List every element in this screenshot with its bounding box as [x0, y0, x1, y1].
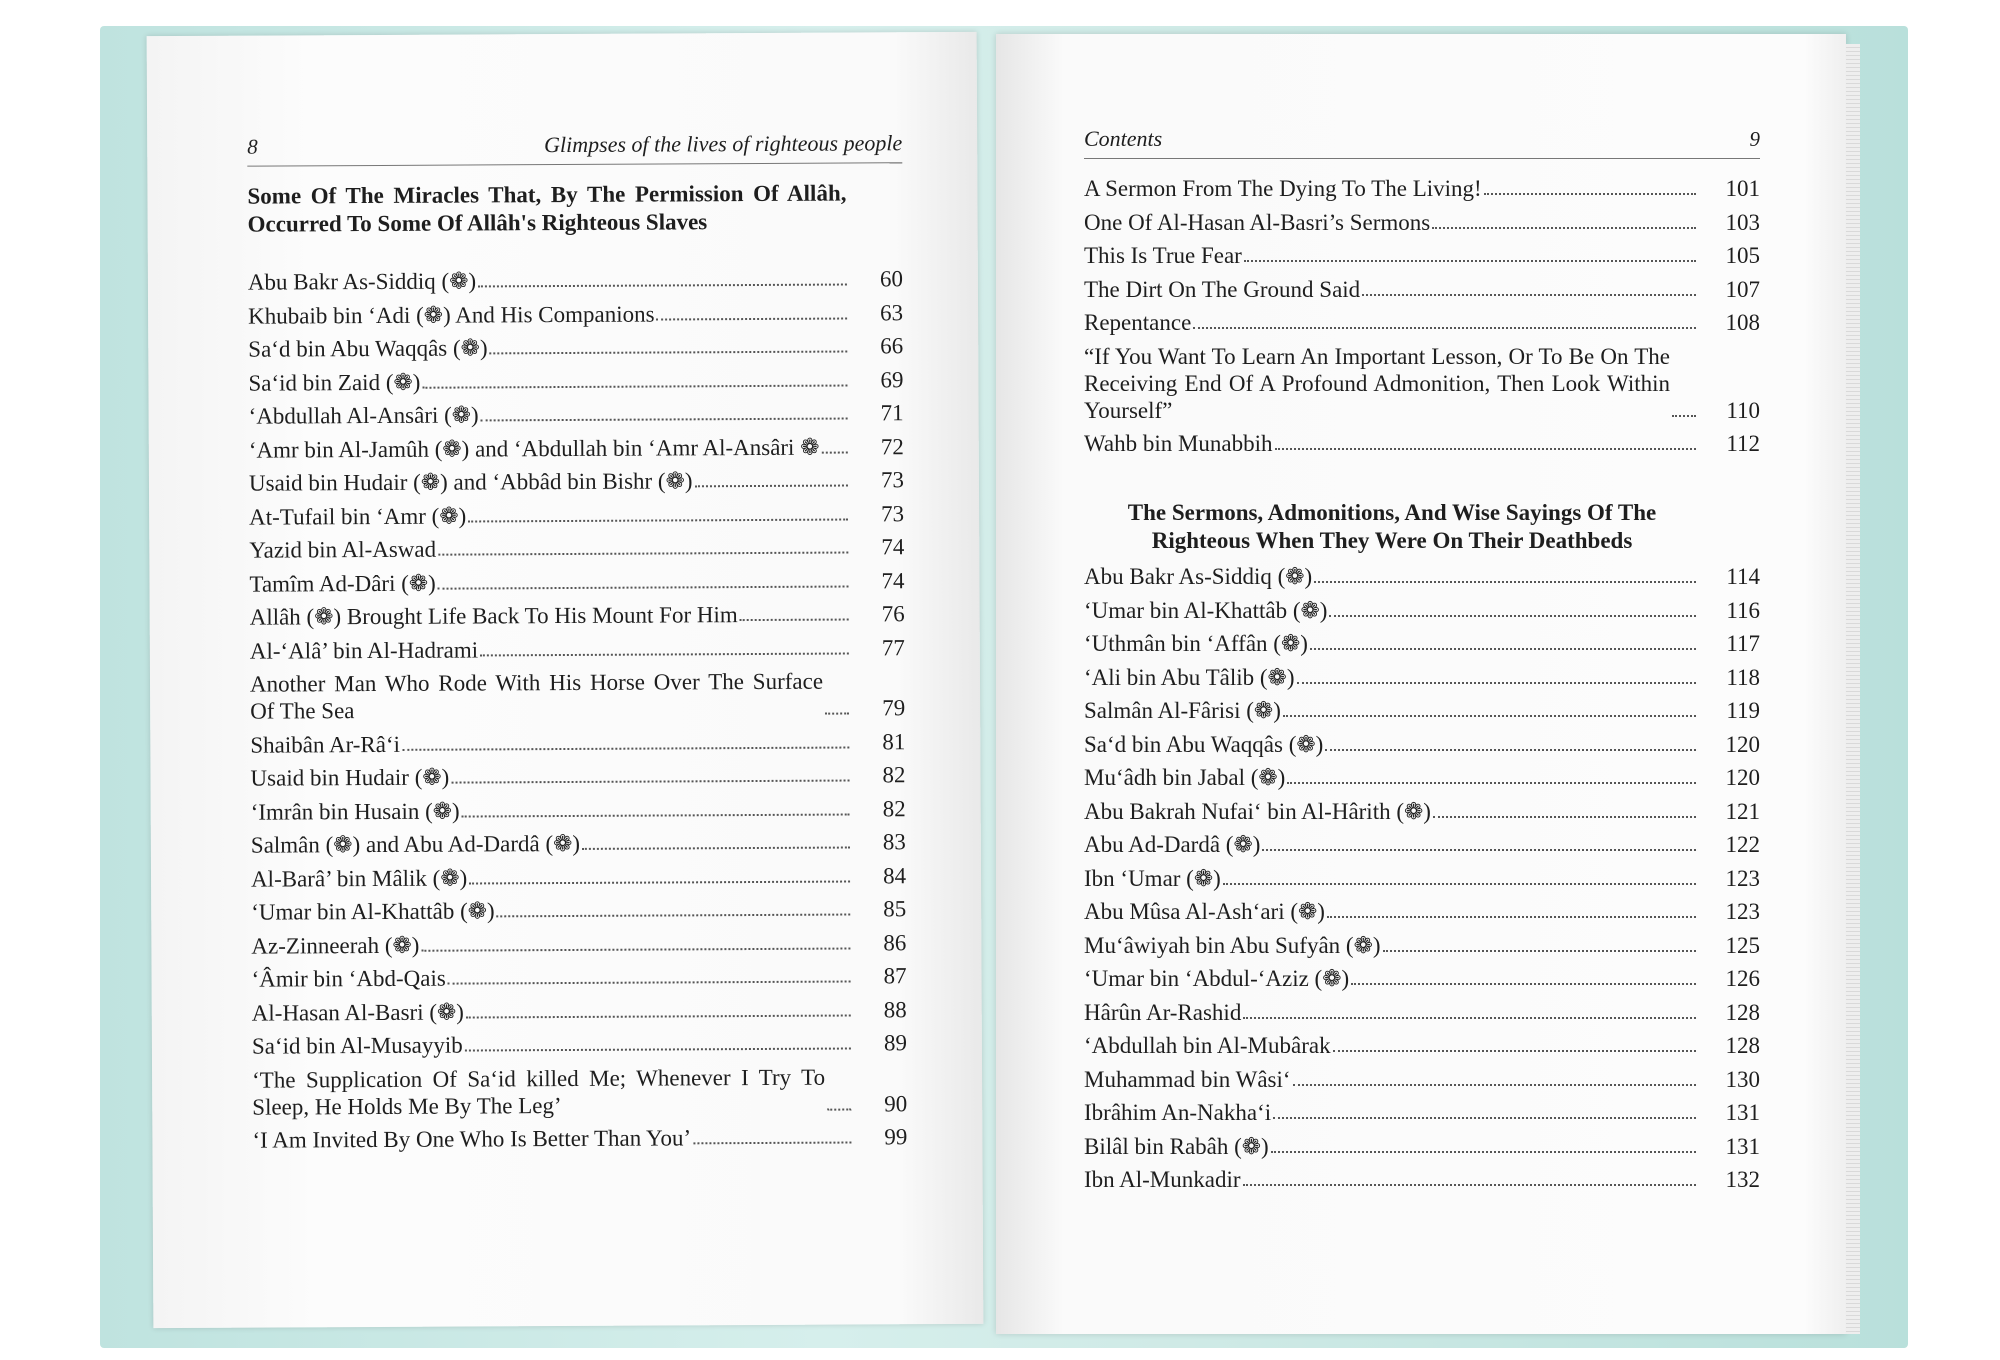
entry-title: Sa‘d bin Abu Waqqâs (❁): [248, 335, 488, 362]
dot-leader: [1244, 260, 1696, 262]
entry-page-number: 90: [884, 1090, 908, 1116]
dot-leader: [1310, 648, 1696, 650]
toc-entry: [1084, 1032, 1760, 1059]
entry-title: Yazid bin Al-Aswad: [249, 536, 437, 563]
entry-title: ‘Abdullah bin Al-Mubârak: [1084, 1033, 1331, 1058]
entry-title: Az-Zinneerah (❁): [251, 932, 420, 959]
toc-entry: [1084, 932, 1760, 959]
toc-entry: [1084, 898, 1760, 925]
entry-title: Allâh (❁) Brought Life Back To His Mount For Him: [249, 602, 738, 630]
toc-entry: [249, 433, 904, 463]
entry-page-number: 66: [880, 333, 904, 359]
entry-title: ‘Umar bin Al-Khattâb (❁): [251, 898, 495, 925]
entry-title: Salmân (❁) and Abu Ad-Dardâ (❁): [250, 830, 581, 858]
entry-page-number: 117: [1726, 631, 1760, 656]
entry-title: Abu Bakrah Nufai‘ bin Al-Hârith (❁): [1084, 798, 1431, 824]
entry-title: Abu Bakr As-Siddiq (❁): [247, 268, 477, 295]
toc-entry: [250, 667, 905, 724]
entry-page-number: 88: [883, 996, 907, 1022]
toc-entry: [248, 265, 903, 295]
toc-entry: [1084, 175, 1760, 202]
entry-page-number: 110: [1726, 397, 1760, 423]
dot-leader: [438, 585, 849, 589]
entry-title: This Is True Fear: [1084, 243, 1242, 268]
page-number: 9: [1749, 127, 1760, 151]
entry-page-number: 105: [1725, 243, 1760, 268]
entry-page-number: 131: [1725, 1133, 1760, 1159]
dot-leader: [1362, 294, 1696, 296]
dot-leader: [1432, 227, 1696, 229]
entry-page-number: 130: [1725, 1066, 1760, 1092]
dot-leader: [468, 518, 848, 522]
entry-title: Abu Mûsa Al-Ash‘ari (❁): [1084, 899, 1325, 924]
toc-entry: [251, 862, 906, 892]
entry-title: ‘Amr bin Al-Jamûh (❁) and ‘Abdullah bin ‘Amr Al-Ansâri ❁: [248, 434, 820, 463]
toc-entry: [1084, 1166, 1760, 1193]
toc-entry: [1084, 999, 1760, 1026]
entry-page-number: 103: [1725, 209, 1760, 235]
toc-entry: [251, 795, 906, 825]
toc-entry: [250, 600, 905, 630]
dot-leader: [1273, 1117, 1696, 1119]
toc-entry: [248, 366, 903, 396]
entry-title: ‘Imrân bin Husain (❁): [250, 798, 460, 825]
dot-leader: [1293, 1084, 1696, 1086]
toc-entry: [252, 996, 907, 1026]
toc-entry: [1084, 664, 1760, 691]
toc-entry: [1084, 563, 1760, 590]
toc-entry: [250, 728, 905, 758]
dot-leader: [693, 1142, 851, 1145]
entry-page-number: 132: [1725, 1167, 1760, 1192]
entry-title: Ibn Al-Munkadir: [1084, 1167, 1241, 1192]
entry-title: Mu‘âwiyah bin Abu Sufyân (❁): [1084, 932, 1381, 958]
dot-leader: [821, 451, 847, 453]
entry-title: Salmân Al-Fârisi (❁): [1084, 698, 1281, 723]
entry-title: Usaid bin Hudair (❁): [250, 764, 450, 791]
entry-page-number: 131: [1725, 1100, 1760, 1125]
entry-title: Sa‘d bin Abu Waqqâs (❁): [1084, 731, 1324, 757]
entry-page-number: 120: [1725, 731, 1760, 757]
toc-entry: [1084, 965, 1760, 992]
toc-entry: [1084, 1099, 1760, 1126]
entry-title: ‘Uthmân bin ‘Affân (❁): [1084, 631, 1308, 656]
entry-page-number: 77: [881, 634, 905, 660]
entry-title: ‘The Supplication Of Sa‘id killed Me; Whenever I Try To Sleep, He Holds Me By The Leg’: [252, 1064, 826, 1120]
entry-page-number: 108: [1725, 310, 1760, 335]
toc-entry: [252, 1123, 907, 1153]
dot-leader: [1243, 1017, 1696, 1019]
toc-entry: [1084, 209, 1760, 236]
entry-page-number: 101: [1725, 176, 1760, 201]
entry-title: Wahb bin Munabbih: [1084, 431, 1273, 456]
toc-entry: [1084, 731, 1760, 758]
entry-page-number: 128: [1725, 1033, 1760, 1058]
left-contents-column: [247, 130, 907, 1160]
entry-title: ‘Umar bin ‘Abdul-‘Aziz (❁): [1084, 966, 1350, 991]
entry-title: Shaibân Ar-Râ‘i: [250, 731, 401, 758]
toc-entry: [248, 332, 903, 362]
toc-entry: [250, 634, 905, 664]
toc-entry: [1084, 764, 1760, 791]
entry-page-number: 87: [883, 963, 907, 989]
entry-title: Ibrâhim An-Nakha‘i: [1084, 1100, 1272, 1125]
dot-leader: [1297, 682, 1697, 684]
dot-leader: [469, 880, 850, 884]
dot-leader: [825, 713, 849, 715]
entry-page-number: 120: [1725, 765, 1760, 790]
entry-title: One Of Al-Hasan Al-Basri’s Sermons: [1084, 209, 1431, 235]
entry-page-number: 118: [1726, 664, 1760, 690]
entry-page-number: 128: [1725, 999, 1760, 1025]
toc-entry: [252, 1063, 907, 1120]
toc-entry: [249, 567, 904, 597]
toc-entry: [249, 399, 904, 429]
running-header: [247, 130, 902, 166]
dot-leader: [1193, 327, 1696, 329]
entry-title: “If You Want To Learn An Important Lesson, Or To Be On The Receiving End Of A Profound Admonition, Then Look Within Yourself”: [1084, 343, 1670, 423]
dot-leader: [480, 652, 849, 656]
dot-leader: [1271, 1151, 1696, 1153]
toc-entry: [1084, 343, 1760, 424]
dot-leader: [466, 1014, 851, 1018]
toc-entry: [251, 828, 906, 858]
dot-leader: [1383, 950, 1696, 952]
entry-title: ‘Âmir bin ‘Abd-Qais: [251, 965, 446, 992]
entry-page-number: 83: [882, 829, 906, 855]
section-title: Some Of The Miracles That, By The Permission Of Allâh, Occurred To Some Of Allâh's Righteous Slaves: [247, 180, 847, 237]
toc-list: [1084, 175, 1760, 457]
entry-title: Ibn ‘Umar (❁): [1084, 865, 1221, 891]
entry-page-number: 81: [882, 728, 906, 754]
toc-entry: [1084, 1066, 1760, 1093]
entry-title: Repentance: [1084, 310, 1192, 335]
entry-page-number: 86: [883, 929, 907, 955]
dot-leader: [1314, 581, 1696, 583]
entry-title: Mu‘âdh bin Jabal (❁): [1084, 765, 1286, 790]
toc-entry: [249, 466, 904, 496]
toc-entry: [1084, 697, 1760, 724]
dot-leader: [1262, 849, 1696, 851]
toc-entry: [1084, 597, 1760, 624]
entry-title: Khubaib bin ‘Adi (❁) And His Companions: [248, 301, 655, 329]
toc-entry: [1084, 630, 1760, 657]
entry-title: At-Tufail bin ‘Amr (❁): [249, 503, 467, 530]
entry-page-number: 82: [882, 762, 906, 788]
running-header: [1084, 126, 1760, 159]
entry-page-number: 85: [883, 896, 907, 922]
toc-entry: [1084, 831, 1760, 858]
dot-leader: [694, 485, 847, 488]
dot-leader: [422, 384, 847, 388]
right-page: [996, 34, 1846, 1334]
dot-leader: [1327, 916, 1696, 918]
toc-entry: [248, 299, 903, 329]
dot-leader: [582, 847, 850, 850]
entry-title: Another Man Who Rode With His Horse Over The Surface Of The Sea: [249, 668, 824, 724]
entry-page-number: 63: [880, 299, 904, 325]
toc-entry: [1084, 242, 1760, 269]
entry-title: A Sermon From The Dying To The Living!: [1084, 176, 1482, 201]
toc-entry: [251, 895, 906, 925]
section-title: The Sermons, Admonitions, And Wise Sayings Of The Righteous When They Were On Their Deathbeds: [1127, 500, 1657, 553]
entry-title: Tamîm Ad-Dâri (❁): [249, 570, 436, 597]
toc-entry: [1084, 430, 1760, 457]
entry-title: Muhammad bin Wâsi‘: [1084, 1066, 1291, 1092]
entry-page-number: 121: [1725, 798, 1760, 824]
entry-page-number: 99: [884, 1124, 908, 1150]
dot-leader: [1325, 749, 1696, 751]
dot-leader: [1433, 816, 1696, 818]
entry-title: The Dirt On The Ground Said: [1084, 276, 1361, 302]
page-edges: [1846, 44, 1860, 1334]
entry-page-number: 79: [882, 695, 906, 721]
dot-leader: [1223, 883, 1696, 885]
dot-leader: [657, 317, 848, 320]
entry-page-number: 126: [1725, 966, 1760, 991]
entry-page-number: 123: [1725, 865, 1760, 891]
contents-header: Contents: [1084, 126, 1163, 151]
dot-leader: [1243, 1184, 1696, 1186]
dot-leader: [438, 552, 848, 556]
toc-entry: [1084, 798, 1760, 825]
entry-page-number: 60: [879, 266, 903, 292]
toc-entry: [1084, 276, 1760, 303]
dot-leader: [451, 780, 849, 784]
entry-title: ‘Ali bin Abu Tâlib (❁): [1084, 664, 1295, 690]
toc-entry: [250, 761, 905, 791]
toc-list: [248, 265, 908, 1153]
entry-title: ‘Abdullah Al-Ansâri (❁): [248, 402, 479, 429]
dot-leader: [497, 914, 851, 918]
entry-page-number: 119: [1726, 698, 1760, 723]
toc-entry: [249, 533, 904, 563]
dot-leader: [448, 981, 851, 985]
entry-page-number: 116: [1726, 597, 1760, 623]
dot-leader: [478, 284, 847, 288]
entry-page-number: 73: [881, 500, 905, 526]
entry-page-number: 72: [880, 433, 904, 459]
entry-title: Bilâl bin Rabâh (❁): [1084, 1133, 1269, 1159]
entry-page-number: 69: [880, 366, 904, 392]
right-contents-column: [1084, 126, 1760, 1200]
entry-title: Sa‘id bin Zaid (❁): [248, 369, 421, 396]
dot-leader: [1283, 715, 1696, 717]
dot-leader: [465, 1048, 851, 1052]
toc-entry: [251, 929, 906, 959]
left-page: [147, 32, 984, 1328]
dot-leader: [1275, 448, 1696, 450]
entry-page-number: 123: [1725, 899, 1760, 924]
entry-page-number: 122: [1725, 832, 1760, 857]
entry-page-number: 125: [1725, 932, 1760, 958]
toc-entry: [1084, 1133, 1760, 1160]
entry-title: Al-‘Alâ’ bin Al-Hadrami: [249, 636, 479, 664]
entry-title: Al-Hasan Al-Basri (❁): [251, 999, 464, 1026]
entry-title: Al-Barâ’ bin Mâlik (❁): [250, 865, 468, 892]
toc-entry: [251, 962, 906, 992]
toc-entry: [249, 500, 904, 530]
dot-leader: [1333, 1050, 1696, 1052]
entry-title: Usaid bin Hudair (❁) and ‘Abbâd bin Bishr (❁): [248, 468, 693, 496]
dot-leader: [421, 947, 850, 951]
entry-title: ‘I Am Invited By One Who Is Better Than You’: [252, 1125, 692, 1153]
dot-leader: [490, 351, 848, 355]
dot-leader: [827, 1108, 851, 1110]
dot-leader: [1672, 415, 1696, 417]
dot-leader: [402, 746, 849, 750]
entry-page-number: 71: [880, 400, 904, 426]
dot-leader: [1351, 983, 1696, 985]
entry-page-number: 114: [1726, 564, 1760, 589]
entry-title: Abu Ad-Dardâ (❁): [1084, 832, 1261, 857]
entry-page-number: 74: [881, 534, 905, 560]
entry-page-number: 76: [881, 601, 905, 627]
dot-leader: [462, 813, 850, 817]
toc-entry: [1084, 309, 1760, 336]
entry-title: Sa‘id bin Al-Musayyib: [251, 1032, 463, 1059]
dot-leader: [1329, 615, 1696, 617]
entry-page-number: 112: [1726, 431, 1760, 456]
entry-page-number: 89: [883, 1030, 907, 1056]
book-title-header: Glimpses of the lives of righteous people: [544, 130, 903, 158]
entry-page-number: 84: [882, 862, 907, 888]
dot-leader: [1287, 782, 1696, 784]
page-number: 8: [247, 134, 258, 159]
entry-page-number: 82: [882, 795, 906, 821]
toc-entry: [252, 1029, 907, 1059]
entry-title: Hârûn Ar-Rashid: [1084, 999, 1242, 1025]
entry-page-number: 74: [881, 567, 905, 593]
entry-page-number: 73: [880, 467, 905, 493]
dot-leader: [481, 418, 848, 422]
dot-leader: [1484, 193, 1696, 195]
entry-title: Abu Bakr As-Siddiq (❁): [1084, 564, 1313, 589]
toc-list: [1084, 563, 1760, 1193]
toc-entry: [1084, 865, 1760, 892]
entry-title: ‘Umar bin Al-Khattâb (❁): [1084, 597, 1328, 623]
dot-leader: [740, 619, 849, 622]
entry-page-number: 107: [1725, 276, 1760, 302]
